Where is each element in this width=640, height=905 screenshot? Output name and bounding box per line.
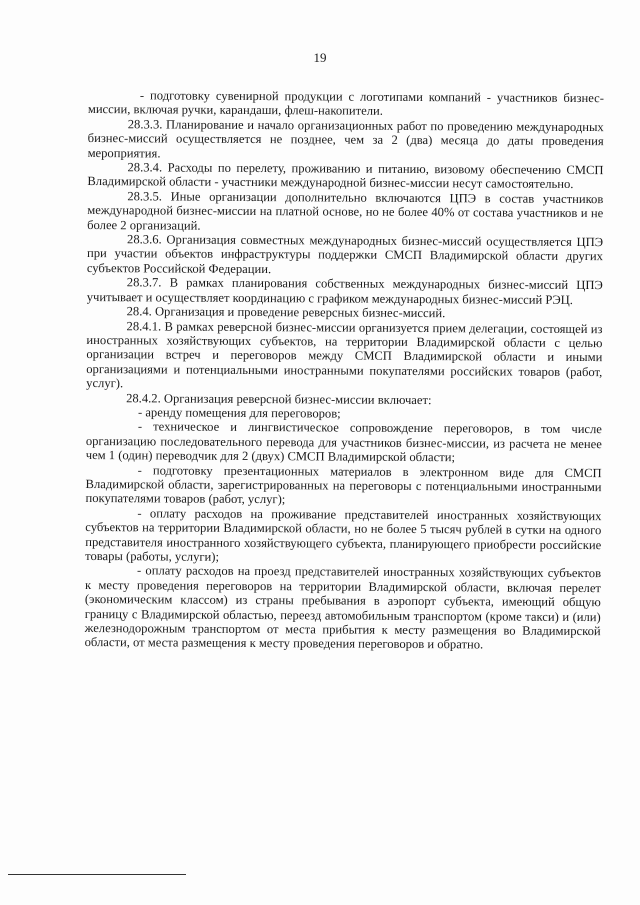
paragraph: 28.4.1. В рамках реверсной бизнес-миссии организуется прием делегации, состоящей из иностранных хозяйствующих субъектов, на территории Владимирской области с целью организации встреч и переговоров между СМСП Владимирской области и иными организациями и потенциальными иностранными покупателями российских товаров (работ, услуг). xyxy=(86,318,603,391)
page-number: 19 xyxy=(313,50,327,65)
paragraph: 28.3.4. Расходы по перелету, проживанию и питанию, визовому обеспечению СМСП Владимирской области - участники международной бизнес-миссии несут самостоятельно. xyxy=(87,160,604,192)
paragraph: - подготовку презентационных материалов в электронном виде для СМСП Владимирской области, зарегистрированных на переговоры с потенциальными иностранными покупателями товаров (работ, услуг); xyxy=(85,462,602,507)
document-body xyxy=(85,88,604,653)
paragraph: - подготовку сувенирной продукции с логотипами компаний - участников бизнес-миссии, включая ручки, карандаши, флеш-накопители. xyxy=(87,88,604,119)
paragraph: 28.3.3. Планирование и начало организационных работ по проведению международных бизнес-миссий осуществляется не позднее, чем за 2 (два) месяца до даты проведения мероприятия. xyxy=(87,117,604,161)
paragraph: - оплату расходов на проезд представителей иностранных хозяйствующих субъектов к месту проведения переговоров на территории Владимирской области, включая перелет (экономическим классом) из страны пребывания в аэропорт субъекта, имеющий общую границу с Владимирской областью, переезд автомобильным транспортом (кроме такси) и (или) железнодорожным транспортом от места прибытия к месту размещения во Владимирской области, от места размещения к месту проведения переговоров и обратно. xyxy=(84,563,602,652)
paragraph: - техническое и лингвистическое сопровождение переговоров, в том числе организацию последовательного перевода для участников бизнес-миссии, из расчета не менее чем 1 (один) переводчик для 2 (двух) СМСП Владимирской области; xyxy=(85,419,602,465)
paragraph: 28.3.7. В рамках планирования собственных международных бизнес-миссий ЦПЭ учитывает и осуществляет координацию с графиком международных бизнес-миссий РЭЦ. xyxy=(86,275,603,307)
footnote-divider xyxy=(8,874,186,875)
paragraph: 28.4. Организация и проведение реверсных бизнес-миссий. xyxy=(126,304,446,321)
paragraph: 28.4.2. Организация реверсной бизнес-миссии включает: xyxy=(126,390,432,407)
paragraph: - оплату расходов на проживание представителей иностранных хозяйствующих субъектов на территории Владимирской области, но не более 5 тысяч рублей в сутки на одного представителя иностранного хозяйствующего субъекта, планирующего приобрести российские товары (работы, услуги); xyxy=(85,506,602,564)
paragraph: 28.3.6. Организация совместных международных бизнес-миссий осуществляется ЦПЭ при участии объектов инфраструктуры поддержки СМСП Владимирской области других субъектов Российской Федерации. xyxy=(86,232,604,276)
paragraph: 28.3.5. Иные организации дополнительно включаются ЦПЭ в состав участников международной бизнес-миссии на платной основе, но не более 40% от состава участников и не более 2 организаций. xyxy=(87,189,604,233)
paragraph: - аренду помещения для переговоров; xyxy=(137,405,341,421)
